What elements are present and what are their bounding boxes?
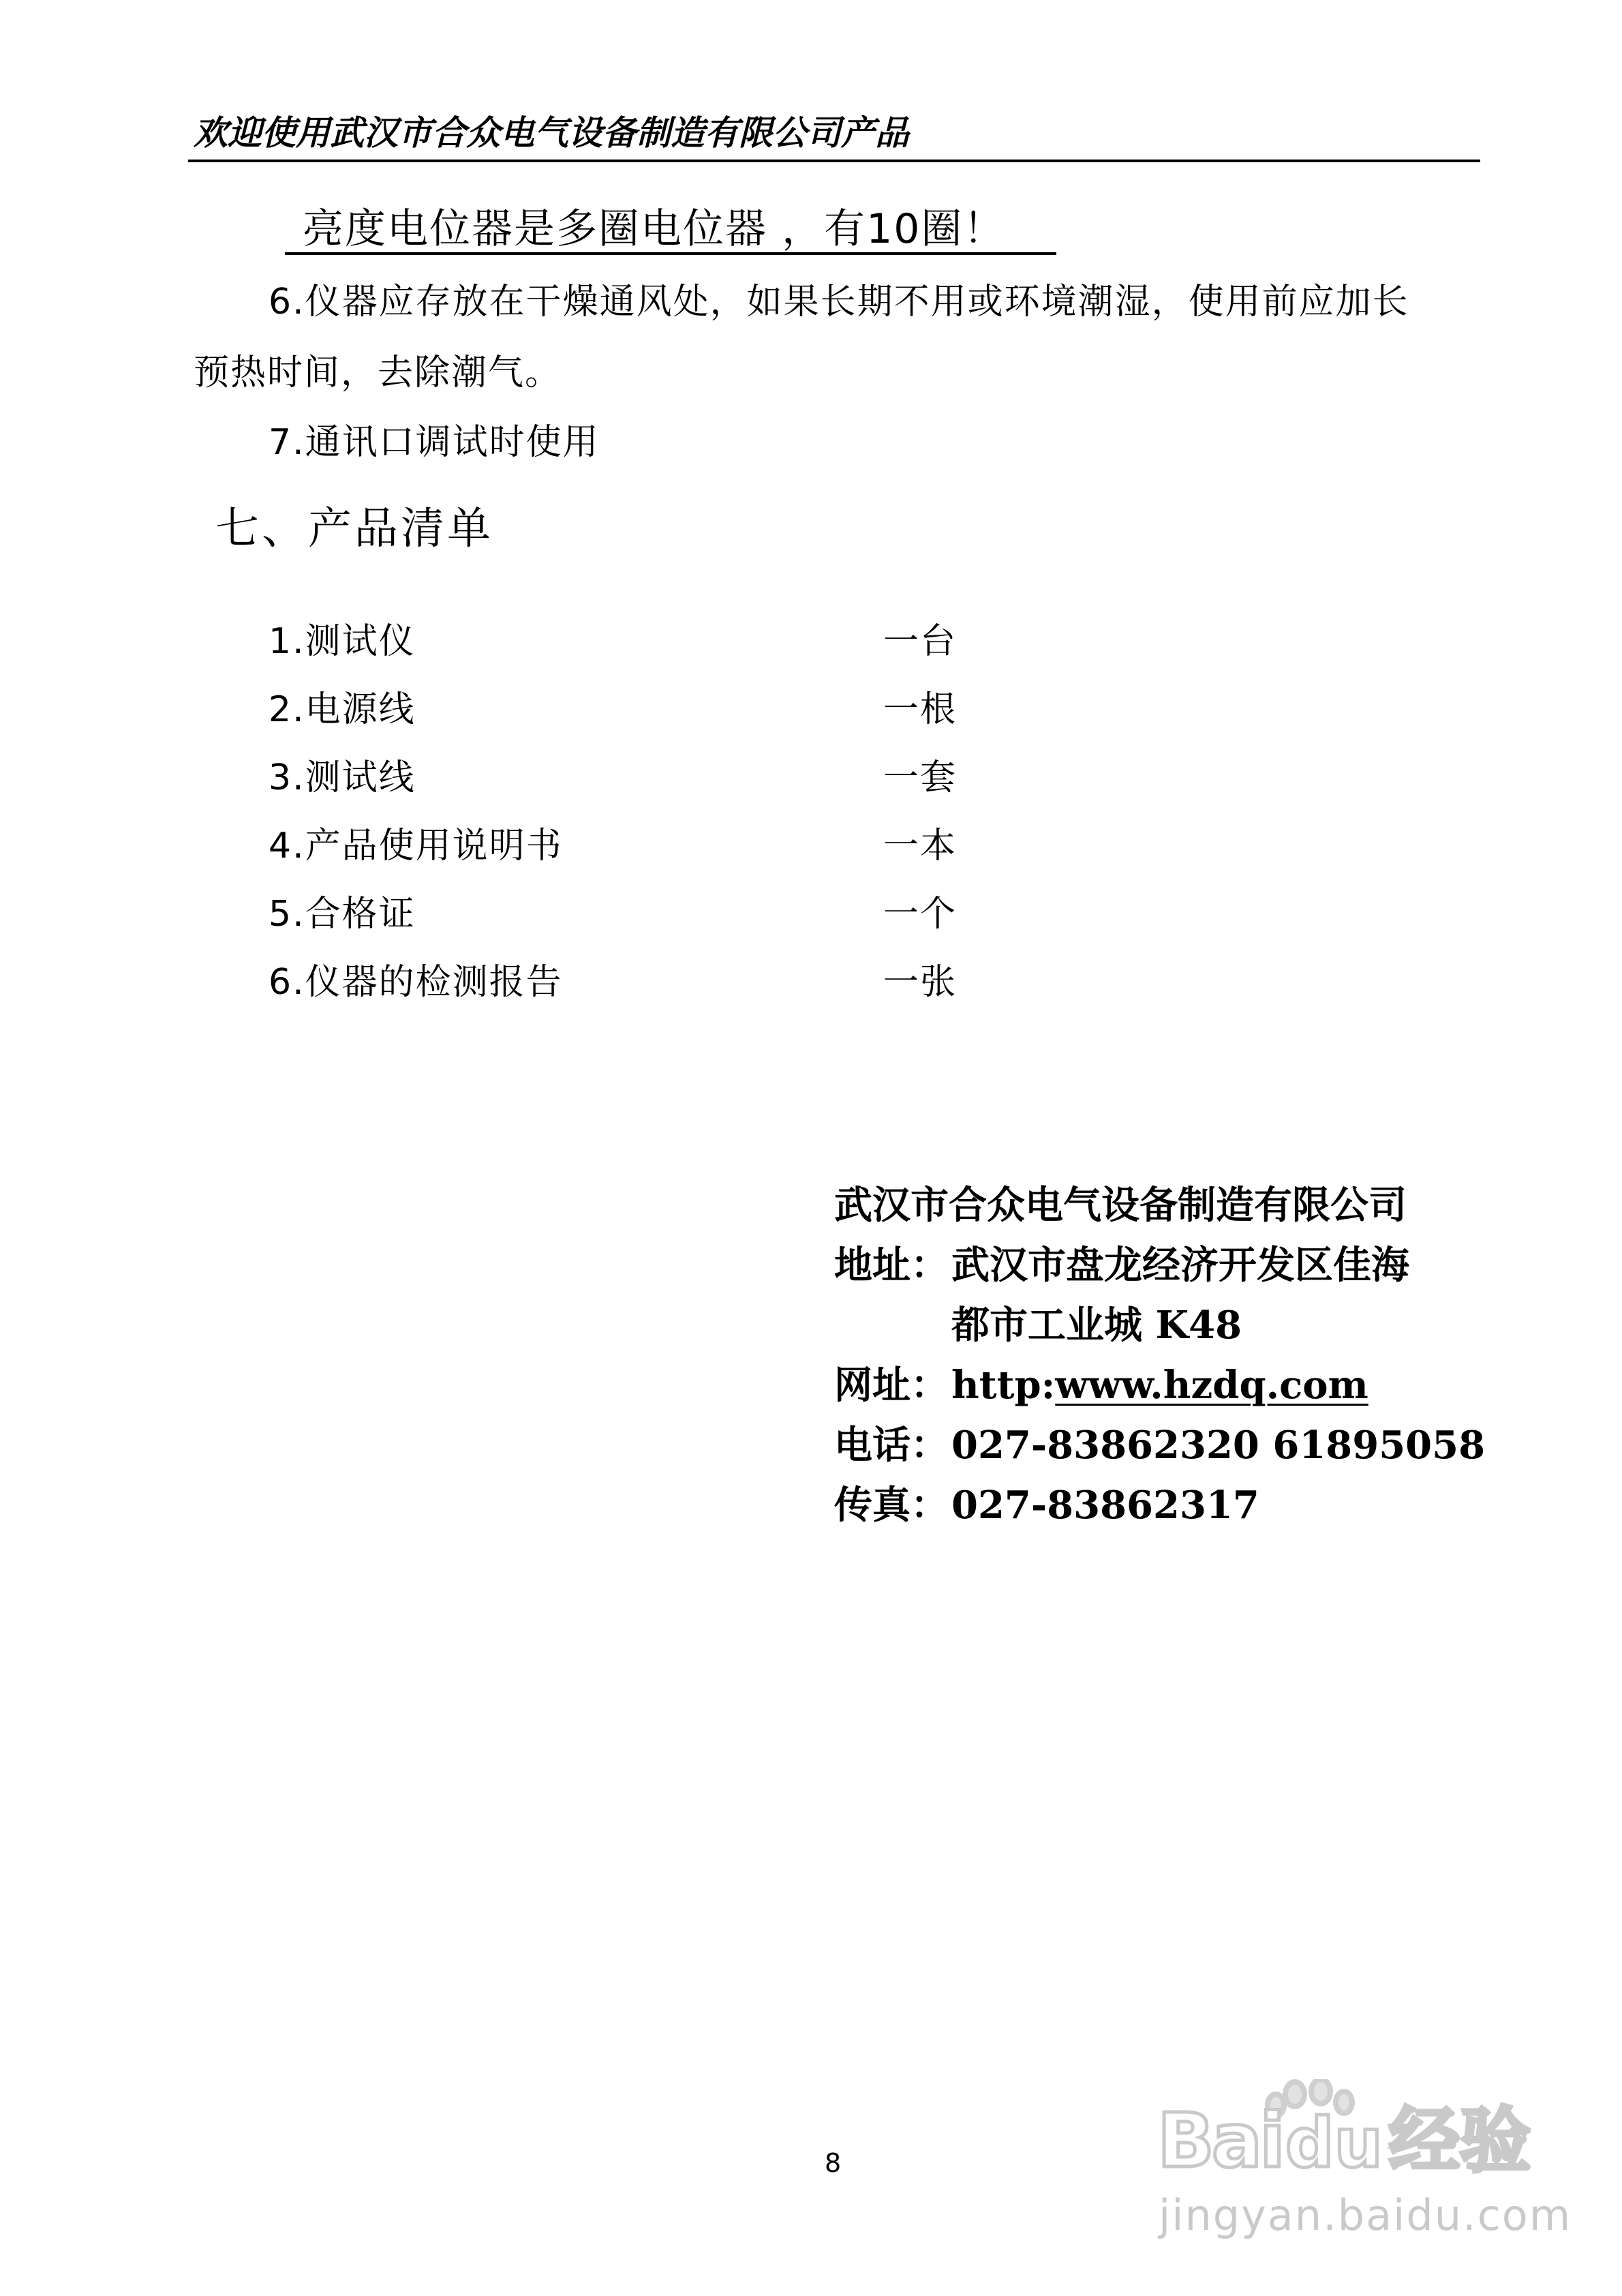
instruction-7: 7.通讯口调试时使用 — [269, 422, 600, 463]
list-item-qty: 一个 — [883, 894, 958, 935]
list-item-qty: 一套 — [883, 757, 958, 798]
list-item-label: 4.产品使用说明书 — [269, 826, 563, 866]
page-number: 8 — [825, 2148, 842, 2178]
instruction-6-line2: 预热时间，去除潮气。 — [194, 352, 562, 393]
list-item-qty: 一台 — [883, 621, 958, 662]
instruction-6-line1: 6.仪器应存放在干燥通风处，如果长期不用或环境潮湿，使用前应加长 — [269, 282, 1409, 322]
fax-label: 传真： — [834, 1483, 949, 1528]
fax-value: 027-83862317 — [951, 1483, 1259, 1528]
list-item-qty: 一根 — [883, 689, 958, 730]
list-item-label: 5.合格证 — [269, 894, 416, 935]
section-title: 七、产品清单 — [215, 504, 493, 554]
watermark-domain: jingyan.baidu.com — [1159, 2190, 1572, 2240]
baidu-watermark-logo — [1152, 2079, 1561, 2181]
address-line1: 武汉市盘龙经济开发区佳海 — [951, 1243, 1409, 1288]
notice-text: 亮度电位器是多圈电位器 ，有10圈！ — [303, 205, 1006, 253]
website-link[interactable]: www.hzdq.com — [1055, 1363, 1368, 1408]
notice-underline — [285, 252, 1056, 255]
website-label: 网址： — [834, 1363, 949, 1408]
svg-text:经验: 经验 — [1389, 2099, 1531, 2181]
list-item-qty: 一张 — [883, 962, 958, 1003]
website-prefix: http: — [951, 1363, 1056, 1408]
address-label: 地址： — [834, 1243, 949, 1288]
phone-value: 027-83862320 61895058 — [951, 1423, 1486, 1468]
list-item-qty: 一本 — [883, 826, 958, 866]
phone-label: 电话： — [834, 1423, 949, 1468]
address-line2: 都市工业城 K48 — [951, 1303, 1242, 1348]
list-item-label: 6.仪器的检测报告 — [269, 962, 563, 1003]
list-item-label: 3.测试线 — [269, 757, 416, 798]
company-name: 武汉市合众电气设备制造有限公司 — [834, 1183, 1407, 1228]
svg-text:du: du — [1285, 2103, 1383, 2181]
list-item-label: 2.电源线 — [269, 689, 416, 730]
svg-text:Bai: Bai — [1157, 2097, 1283, 2181]
list-item-label: 1.测试仪 — [269, 621, 416, 662]
header-divider — [188, 160, 1480, 162]
website-value[interactable] — [951, 1359, 1368, 1411]
page-header-title: 欢迎使用武汉市合众电气设备制造有限公司产品 — [194, 112, 909, 153]
